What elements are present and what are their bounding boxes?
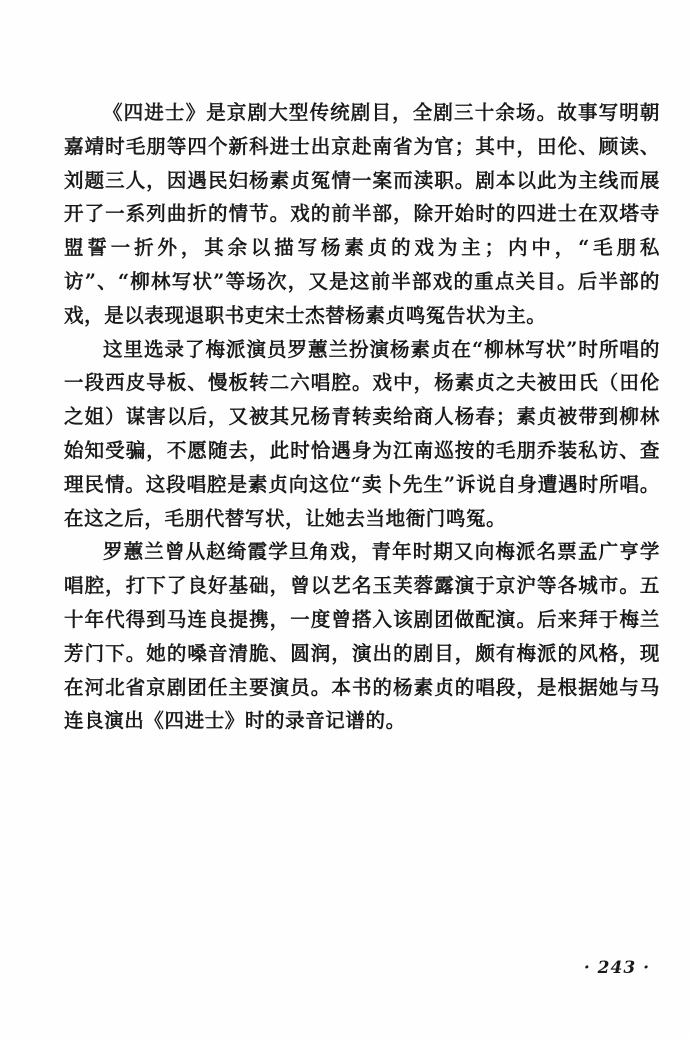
page-number: · 243 · [583,958,650,978]
paragraph-aria-context: 这里选录了梅派演员罗蕙兰扮演杨素贞在“柳林写状”时所唱的一段西皮导板、慢板转二六唱腔。戏中，杨素贞之夫被田氏（田伦之姐）谋害以后，又被其兄杨青转卖给商人杨春；素贞被带到柳林始知受骗，不愿随去，此时恰遇身为江南巡按的毛朋乔装私访、查理民情。这段唱腔是素贞向这位“卖卜先生”诉说自身遭遇时所唱。在这之后，毛朋代替写状，让她去当地衙门鸣冤。 [64,337,660,530]
body-text [64,96,660,738]
paragraph-plot-summary: 《四进士》是京剧大型传统剧目，全剧三十余场。故事写明朝嘉靖时毛朋等四个新科进士出京赴南省为官；其中，田伦、顾读、刘题三人，因遇民妇杨素贞冤情一案而渎职。剧本以此为主线而展开了一系列曲折的情节。戏的前半部，除开始时的四进士在双塔寺盟誓一折外，其余以描写杨素贞的戏为主；内中，“毛朋私访”、“柳林写状”等场次，又是这前半部戏的重点关目。后半部的戏，是以表现退职书吏宋士杰替杨素贞鸣冤告状为主。 [64,101,660,327]
paragraph-performer-bio: 罗蕙兰曾从赵绮霞学旦角戏，青年时期又向梅派名票孟广亨学唱腔，打下了良好基础，曾以艺名玉芙蓉露演于京沪等各城市。五十年代得到马连良提携，一度曾搭入该剧团做配演。后来拜于梅兰芳门下。她的嗓音清脆、圆润，演出的剧目，颇有梅派的风格，现在河北省京剧团任主要演员。本书的杨素贞的唱段，是根据她与马连良演出《四进士》时的录音记谱的。 [64,540,660,733]
